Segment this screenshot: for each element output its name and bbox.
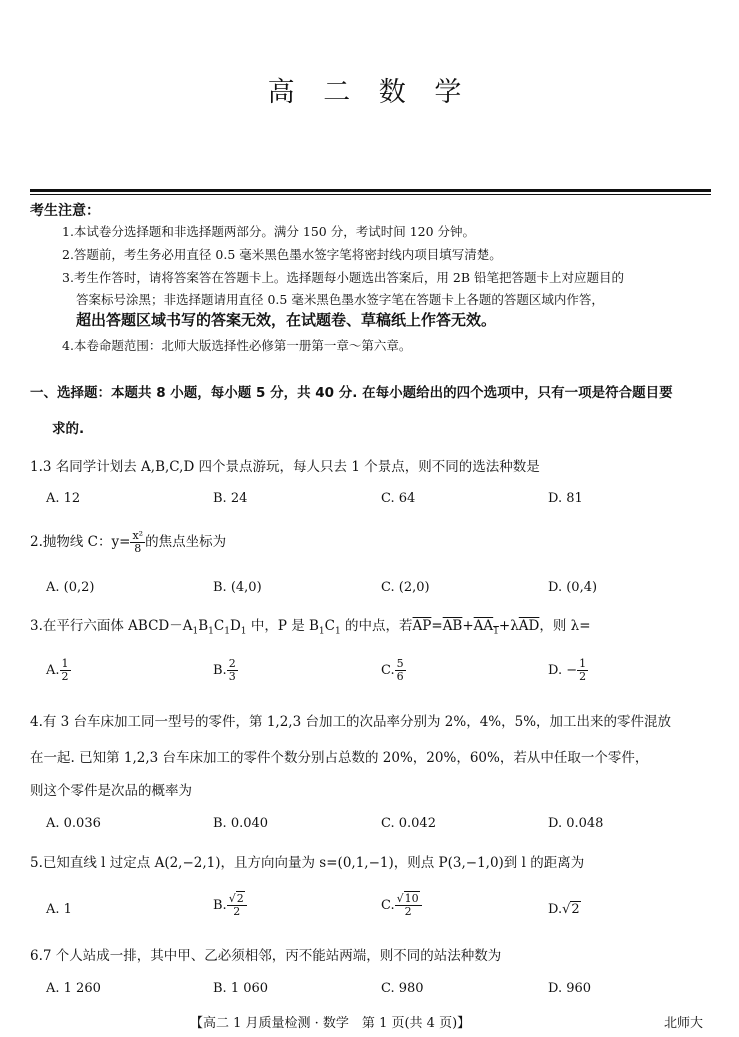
question-4-line-2: 在一起. 已知第 1,2,3 台车床加工的零件个数分别占总数的 20%，20%，60%，若从中任取一个零件，: [30, 750, 649, 766]
q4-option-b: B. 0.040: [213, 816, 269, 831]
q2-option-d: D. (0,4): [548, 580, 598, 595]
q3-plus: +: [462, 618, 474, 634]
frac-den: 2: [233, 905, 241, 918]
q1-option-d: D. 81: [548, 491, 583, 506]
q5-opt-d-label: D.: [548, 902, 563, 917]
q3-sub: 1: [493, 626, 499, 637]
q3-opt-b-frac: [227, 658, 238, 683]
q3-vector-aa1: [473, 618, 499, 637]
q3-text-c: C: [213, 618, 225, 634]
notice-heading: 考生注意：: [30, 203, 100, 219]
q3-text-e: 中，P 是 B: [246, 618, 319, 634]
frac-den: 3: [228, 670, 236, 683]
q2-stem-b: 的焦点坐标为: [145, 534, 227, 550]
q6-option-a: A. 1 260: [46, 981, 101, 996]
q3-text-a: 3.在平行六面体 ABCD－A: [30, 618, 193, 634]
section-heading-cont: 求的.: [52, 421, 85, 437]
q5-option-c: [381, 893, 422, 918]
q4-option-a: A. 0.036: [46, 816, 101, 831]
sqrt-radicand: 2: [571, 902, 580, 917]
q3-sub: 1: [318, 626, 325, 637]
question-6-stem: 6.7 个人站成一排，其中甲、乙必须相邻，丙不能站两端，则不同的站法种数为: [30, 948, 502, 964]
q1-option-b: B. 24: [213, 491, 248, 506]
q5-opt-b-frac: [227, 893, 247, 918]
q6-option-c: C. 980: [381, 981, 424, 996]
q3-sub: 1: [192, 626, 199, 637]
question-4-line-3: 则这个零件是次品的概率为: [30, 783, 192, 799]
q5-opt-c-frac: [395, 893, 422, 918]
q3-opt-c-label: C.: [381, 663, 395, 678]
q3-opt-a-frac: [60, 658, 71, 683]
q5-option-b: [213, 893, 247, 918]
q2-stem-a: 2.抛物线 C：y=: [30, 534, 131, 550]
question-1-stem: 1.3 名同学计划去 A,B,C,D 四个景点游玩，每人只去 1 个景点，则不同的选法种数是: [30, 459, 540, 475]
q3-option-a: [46, 658, 71, 683]
q1-option-a: A. 12: [46, 491, 81, 506]
q3-vector-aa1-text: AA: [473, 618, 494, 634]
q3-text-g: 的中点，若: [340, 618, 413, 634]
q3-vector-ad: $\overline{AD}$: [518, 618, 540, 634]
notice-item-3: 3.考生作答时，请将答案答在答题卡上。选择题每小题选出答案后，用 2B 铅笔把答题卡上对应题目的: [62, 270, 625, 285]
notice-item-2: 2.答题前，考生务必用直径 0.5 毫米黑色墨水签字笔将密封线内项目填写清楚。: [62, 247, 502, 262]
frac-num: 5: [396, 657, 404, 670]
q3-text-end: ，则 λ=: [539, 618, 591, 634]
sqrt-radicand: 2: [236, 892, 244, 905]
q3-plus-lambda: +λ: [498, 618, 519, 634]
notice-item-3-cont: 答案标号涂黑；非选择题请用直径 0.5 毫米黑色墨水签字笔在答题卡上各题的答题区域内作答，: [76, 292, 604, 307]
frac-num: √10: [395, 893, 422, 906]
q4-option-c: C. 0.042: [381, 816, 436, 831]
q6-option-b: B. 1 060: [213, 981, 269, 996]
q3-sub: 1: [208, 626, 214, 637]
question-5-stem: 5.已知直线 l 过定点 A(2,−2,1)，且方向向量为 s=(0,1,−1)，则点 P(3,−1,0)到 l 的距离为: [30, 855, 585, 871]
q3-opt-d-frac: [577, 658, 588, 683]
q5-option-d: D.√2: [548, 902, 580, 917]
q3-vector-ab: $\overline{AB}$: [442, 618, 463, 634]
frac-num: 2: [228, 657, 236, 670]
frac-den: 2: [61, 670, 69, 683]
q3-option-d: [548, 658, 588, 683]
sqrt-radicand: 10: [404, 892, 419, 905]
frac-den: 2: [579, 670, 587, 683]
page-title: 高 二 数 学: [267, 77, 472, 108]
footer-edition: 北师大: [664, 1016, 704, 1031]
q1-option-c: C. 64: [381, 491, 416, 506]
q3-text-d: D: [229, 618, 241, 634]
q2-frac-num: x²: [132, 529, 144, 542]
frac-den: 2: [404, 905, 412, 918]
q3-opt-b-label: B.: [213, 663, 227, 678]
q5-option-a: A. 1: [46, 902, 72, 917]
question-3-stem: [30, 614, 591, 637]
notice-item-1: 1.本试卷分选择题和非选择题两部分。满分 150 分，考试时间 120 分钟。: [62, 224, 476, 239]
q3-option-c: [381, 658, 406, 683]
q2-option-a: A. (0,2): [46, 580, 95, 595]
q3-sub: 1: [224, 626, 230, 637]
frac-den: 6: [396, 670, 404, 683]
notice-bold-line: 超出答题区域书写的答案无效，在试题卷、草稿纸上作答无效。: [76, 311, 497, 329]
q6-option-d: D. 960: [548, 981, 592, 996]
notice-item-4: 4.本卷命题范围：北师大版选择性必修第一册第一章～第六章。: [62, 338, 412, 353]
question-2-stem: [30, 530, 226, 555]
q5-opt-b-label: B.: [213, 898, 227, 913]
header-rule-thick: [30, 189, 711, 192]
question-4-line-1: 4.有 3 台车床加工同一型号的零件，第 1,2,3 台加工的次品率分别为 2%，4%，5%，加工出来的零件混放: [30, 714, 672, 730]
q2-option-c: C. (2,0): [381, 580, 430, 595]
q3-opt-c-frac: [395, 658, 406, 683]
frac-num: √2: [227, 893, 247, 906]
footer-page-info: 【高二 1 月质量检测 · 数学 第 1 页(共 4 页)】: [190, 1016, 471, 1031]
frac-num: 1: [61, 657, 69, 670]
frac-num: 1: [579, 657, 587, 670]
q3-opt-a-label: A.: [46, 663, 60, 678]
q5-opt-c-label: C.: [381, 898, 395, 913]
q3-opt-d-label: D. −: [548, 663, 578, 678]
q2-option-b: B. (4,0): [213, 580, 262, 595]
q3-sub: 1: [335, 626, 341, 637]
q3-text-f: C: [324, 618, 335, 634]
q3-vector-ap: $\overline{AP}$: [412, 618, 432, 634]
q2-fraction: [130, 530, 145, 555]
q3-equals: =: [431, 618, 443, 634]
q2-frac-den: 8: [134, 542, 142, 555]
q4-option-d: D. 0.048: [548, 816, 604, 831]
q3-option-b: [213, 658, 238, 683]
section-heading: 一、选择题：本题共 8 小题，每小题 5 分，共 40 分. 在每小题给出的四个选项中，只有一项是符合题目要: [30, 385, 673, 401]
q3-text-b: B: [198, 618, 209, 634]
header-rule-thin: [30, 194, 711, 195]
q3-sub: 1: [240, 626, 247, 637]
